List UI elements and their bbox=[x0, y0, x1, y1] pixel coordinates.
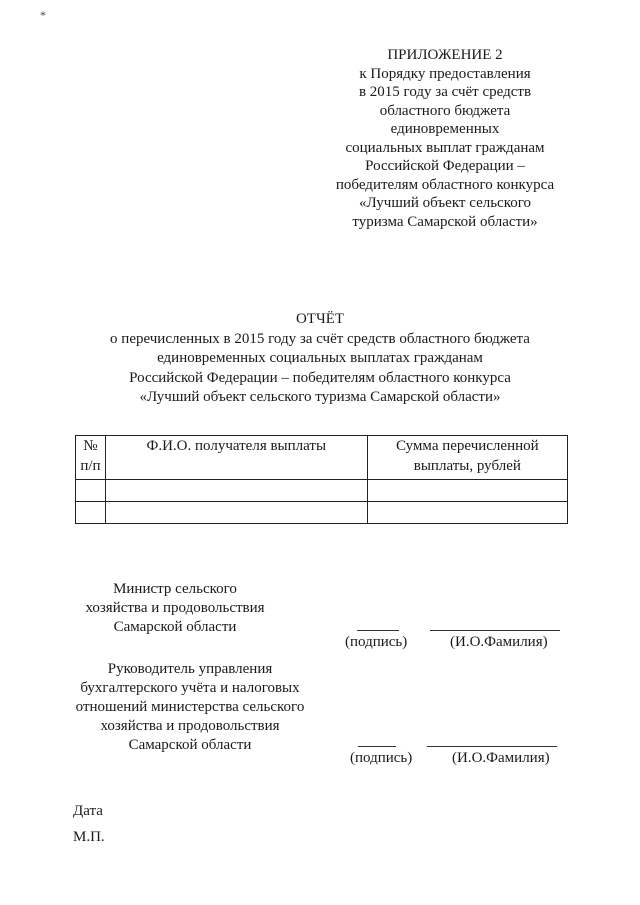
head-title-line: хозяйства и продовольствия bbox=[100, 718, 280, 734]
header-name bbox=[105, 436, 367, 480]
header-amount bbox=[367, 436, 567, 480]
header-number bbox=[76, 436, 106, 480]
corner-mark: * bbox=[40, 8, 46, 22]
report-subtitle-line: Российской Федерации – победителям областного конкурса bbox=[129, 369, 511, 386]
header-name-text: Ф.И.О. получателя выплаты bbox=[146, 438, 327, 454]
head-title-line: отношений министерства сельского bbox=[75, 699, 305, 715]
table-cell bbox=[105, 502, 367, 524]
report-subtitle-line: единовременных социальных выплатах гражданам bbox=[157, 350, 483, 366]
table-cell bbox=[105, 480, 367, 502]
appendix-line: в 2015 году за счёт средств bbox=[358, 84, 532, 100]
minister-name-caption: (И.О.Фамилия) bbox=[450, 634, 548, 650]
minister-title bbox=[60, 580, 290, 637]
appendix-line: «Лучший объект сельского bbox=[358, 195, 532, 211]
header-amount-line2: выплаты, рублей bbox=[413, 458, 521, 474]
table-row bbox=[76, 502, 568, 524]
header-amount-line1: Сумма перечисленной bbox=[396, 438, 539, 454]
appendix-line: социальных выплат гражданам bbox=[345, 139, 545, 156]
table-cell bbox=[367, 480, 567, 502]
appendix-line: единовременных bbox=[390, 121, 500, 137]
head-title bbox=[65, 660, 315, 755]
header-number-line1: № bbox=[83, 438, 98, 454]
report-subtitle-line: «Лучший объект сельского туризма Самарской области» bbox=[139, 389, 501, 405]
minister-title-line: хозяйства и продовольствия bbox=[85, 600, 265, 616]
appendix-line: туризма Самарской области» bbox=[352, 213, 538, 230]
stamp-label: М.П. bbox=[73, 829, 105, 845]
date-label: Дата bbox=[73, 803, 103, 819]
appendix-line: ПРИЛОЖЕНИЕ 2 bbox=[387, 47, 503, 63]
minister-title-line: Министр сельского bbox=[113, 581, 237, 597]
head-signature-caption: (подпись) bbox=[350, 750, 413, 766]
head-name-caption: (И.О.Фамилия) bbox=[452, 750, 550, 766]
header-number-line2: п/п bbox=[80, 458, 101, 474]
minister-name-line bbox=[430, 630, 560, 631]
head-title-line: бухгалтерского учёта и налоговых bbox=[80, 680, 300, 696]
appendix-line: победителям областного конкурса bbox=[335, 176, 555, 193]
head-signature-line bbox=[358, 746, 396, 747]
table-cell bbox=[367, 502, 567, 524]
appendix-line: Российской Федерации – bbox=[365, 158, 525, 174]
appendix-block bbox=[290, 46, 600, 231]
appendix-line: областного бюджета bbox=[379, 102, 511, 119]
minister-signature-caption: (подпись) bbox=[345, 634, 408, 650]
report-title-block bbox=[0, 310, 640, 408]
minister-title-line: Самарской области bbox=[113, 619, 237, 635]
payments-table bbox=[75, 435, 568, 524]
table-cell bbox=[76, 480, 106, 502]
head-name-line bbox=[427, 746, 557, 747]
head-title-line: Руководитель управления bbox=[107, 661, 273, 677]
head-title-line: Самарской области bbox=[128, 737, 252, 753]
table-header-row bbox=[76, 436, 568, 480]
report-heading: ОТЧЁТ bbox=[295, 311, 345, 327]
table-row bbox=[76, 480, 568, 502]
table-cell bbox=[76, 502, 106, 524]
report-subtitle-line: о перечисленных в 2015 году за счёт средств областного бюджета bbox=[110, 330, 530, 347]
minister-signature-line bbox=[357, 630, 399, 631]
appendix-line: к Порядку предоставления bbox=[359, 65, 531, 82]
